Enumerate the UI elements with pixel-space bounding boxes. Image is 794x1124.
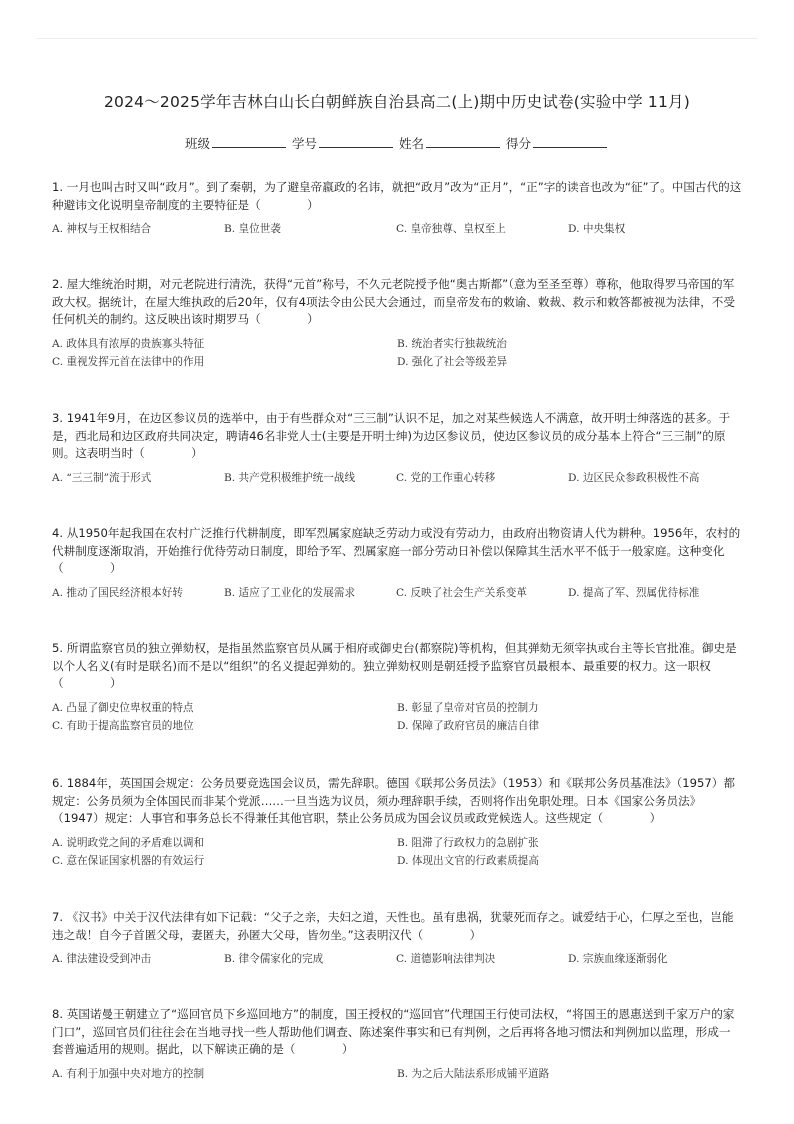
top-divider — [36, 38, 758, 39]
option-a[interactable]: A. 神权与王权相结合 — [52, 223, 152, 235]
option-a[interactable]: A. 说明政党之间的矛盾难以调和 — [52, 836, 205, 849]
option-d[interactable]: D. 强化了社会等级差异 — [397, 355, 508, 368]
option-c[interactable]: C. 有助于提高监察官员的地位 — [52, 719, 194, 732]
option-b[interactable]: B. 阻滞了行政权力的急剧扩张 — [397, 836, 539, 849]
question-stem: 4. 从1950年起我国在农村广泛推行代耕制度，即军烈属家庭缺乏劳动力或没有劳动力，由政府出物资请人代为耕种。1956年，农村的代耕制度逐渐取消，开始推行优待劳动日制度，即给予军、烈属家庭一部分劳动日补偿以保障其生活水平不低于一般家庭。这种变化（ ） — [52, 526, 741, 575]
option-c[interactable]: C. 道德影响法律判决 — [396, 953, 496, 965]
question-8 — [52, 1006, 742, 1083]
question-stem: 3. 1941年9月，在边区参议员的选举中，由于有些群众对“三三制”认识不足，加之对某些候选人不满意，故开明士绅落选的甚多。于是，西北局和边区政府共同决定，聘请46名非党人士(主要是开明士绅)为边区参议员，使边区参议员的成分基本上符合“三三制”的原则。这表明当时（ ） — [52, 411, 731, 460]
question-2 — [52, 276, 742, 371]
info-label-score: 得分 — [505, 136, 531, 151]
question-stem: 6. 1884年，英国国会规定：公务员要竞选国会议员，需先辞职。德国《联邦公务员法》（1953）和《联邦公务员基准法》（1957）都规定：公务员须为全体国民而非某个党派……一旦当选为议员，须办理辞职手续，否则将作出免职处理。日本《国家公务员法》（1947）规定：人事官和事务总长不得兼任其他官职，禁止公务员成为国会议员或政党候选人。这些规定（ ） — [52, 776, 735, 825]
option-b[interactable]: B. 适应了工业化的发展需求 — [224, 586, 356, 599]
option-b[interactable]: B. 律令儒家化的完成 — [224, 953, 324, 965]
question-stem: 5. 所谓监察官员的独立弹劾权，是指虽然监察官员从属于相府或御史台(都察院)等机构，但其弹劾无须宰执或台主等长官批准。御史是以个人名义(有时是联名)而不是以“组织”的名义提起弹劾的。独立弹劾权则是朝廷授予监察官员最根本、最重要的权力。这一职权（ ） — [52, 641, 737, 690]
question-7 — [52, 909, 742, 968]
info-label-class: 班级 — [184, 136, 210, 151]
option-c[interactable]: C. 反映了社会生产关系变革 — [396, 586, 527, 599]
question-3 — [52, 410, 742, 487]
question-4 — [52, 525, 742, 602]
option-b[interactable]: B. 皇位世袭 — [224, 223, 281, 235]
option-b[interactable]: B. 为之后大陆法系形成铺平道路 — [397, 1067, 550, 1080]
info-label-number: 学号 — [291, 136, 317, 151]
option-a[interactable]: A. 推动了国民经济根本好转 — [52, 586, 183, 599]
question-stem: 8. 英国诺曼王朝建立了“巡回官员下乡巡回地方”的制度，国王授权的“巡回官”代理国王行使司法权，“将国王的恩惠送到千家万户的家门口”，巡回官员们往往会在当地寻找一些人帮助他们调查、陈述案件事实和已有判例，之后再将各地习惯法和判例加以监理，形成一套普遍适用的规则。据此，以下解读正确的是（ ） — [52, 1007, 735, 1056]
option-b[interactable]: B. 共产党积极维护统一战线 — [224, 471, 356, 484]
class-blank[interactable] — [212, 136, 286, 148]
question-stem: 1. 一月也叫古时又叫“政月”。到了秦朝，为了避皇帝嬴政的名讳，就把“政月”改为“正月”，“正”字的读音也改为“征”了。中国古代的这种避讳文化说明皇帝制度的主要特征是（ ） — [52, 180, 742, 212]
option-a[interactable]: A. 凸显了御史位卑权重的特点 — [52, 701, 194, 714]
score-blank[interactable] — [533, 136, 607, 148]
name-blank[interactable] — [426, 136, 500, 148]
info-label-name: 姓名 — [398, 136, 424, 151]
option-c[interactable]: C. 意在保证国家机器的有效运行 — [52, 854, 205, 867]
question-5 — [52, 640, 742, 735]
question-1 — [52, 179, 742, 238]
option-d[interactable]: D. 边区民众参政积极性不高 — [568, 471, 700, 484]
option-d[interactable]: D. 保障了政府官员的廉洁自律 — [397, 719, 539, 732]
option-a[interactable]: A. 有利于加强中央对地方的控制 — [52, 1067, 205, 1080]
page-title: 2024～2025学年吉林白山长白朝鲜族自治县高二(上)期中历史试卷(实验中学 11月) — [103, 93, 691, 111]
option-d[interactable]: D. 体现出文官的行政素质提高 — [397, 854, 539, 867]
student-info-line — [0, 134, 794, 152]
option-c[interactable]: C. 重视发挥元首在法律中的作用 — [52, 355, 205, 368]
option-a[interactable]: A. 律法建设受到冲击 — [52, 953, 152, 965]
question-stem: 7. 《汉书》中关于汉代法律有如下记载：“父子之亲，夫妇之道，天性也。虽有患祸，犹蒙死而存之。诚爱结于心，仁厚之至也，岂能违之哉！自今子首匿父母，妻匿夫，孙匿大父母，皆勿坐。”这表明汉代（ ） — [52, 910, 734, 942]
option-a[interactable]: A. “三三制”流于形式 — [52, 471, 152, 484]
option-d[interactable]: D. 宗族血缘逐渐弱化 — [568, 953, 668, 965]
option-c[interactable]: C. 皇帝独尊、皇权至上 — [396, 223, 506, 235]
option-b[interactable]: B. 彰显了皇帝对官员的控制力 — [397, 701, 539, 714]
question-stem: 2. 屋大维统治时期，对元老院进行清洗，获得“元首”称号，不久元老院授予他“奥古斯都”（意为至圣至尊）尊称，他取得罗马帝国的军政大权。据统计，在屋大维执政的后20年，仅有4项法令由公民大会通过，而皇帝发布的敕谕、敕裁、救示和敕答都被视为法律，不受任何机关的制约。这反映出该时期罗马（ ） — [52, 277, 735, 326]
option-d[interactable]: D. 中央集权 — [568, 223, 626, 235]
option-a[interactable]: A. 政体具有浓厚的贵族寡头特征 — [52, 337, 205, 350]
option-d[interactable]: D. 提高了军、烈属优待标准 — [568, 586, 700, 599]
option-b[interactable]: B. 统治者实行独裁统治 — [397, 337, 507, 350]
question-6 — [52, 775, 742, 870]
option-c[interactable]: C. 党的工作重心转移 — [396, 471, 496, 484]
number-blank[interactable] — [319, 136, 393, 148]
